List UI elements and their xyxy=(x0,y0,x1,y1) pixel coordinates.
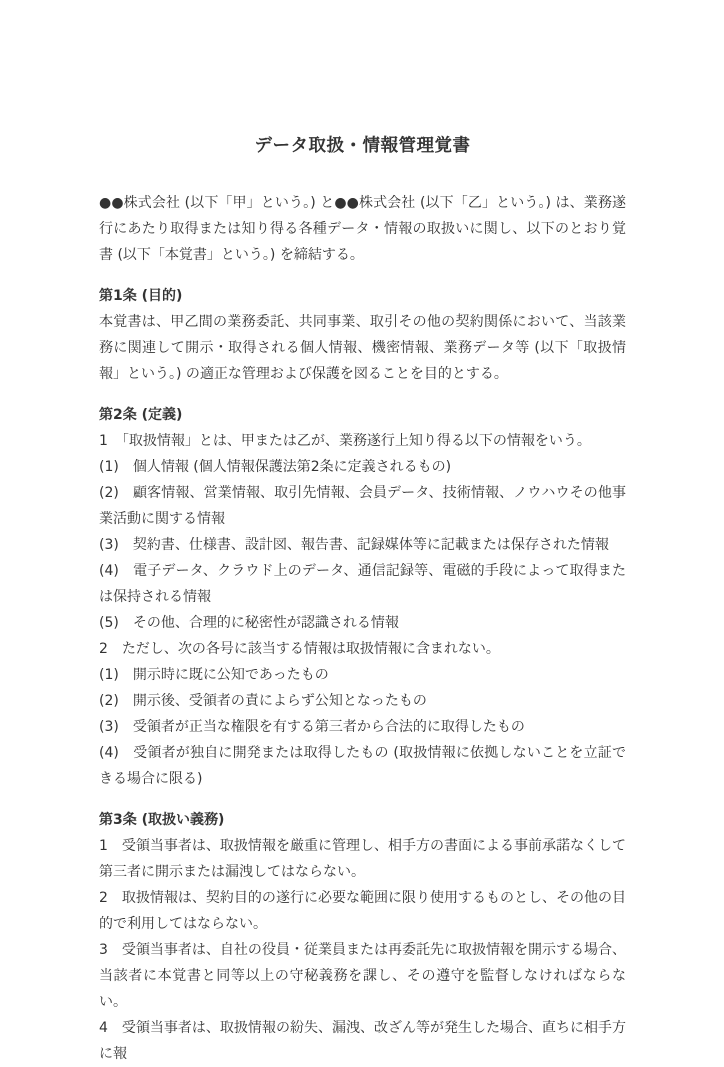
article-paragraph: (1) 開示時に既に公知であったもの xyxy=(99,667,329,683)
article-section-2 xyxy=(99,402,626,792)
article-paragraph: (5) その他、合理的に秘密性が認識される情報 xyxy=(99,615,399,631)
preamble-paragraph: ●●株式会社 (以下「甲」という。) と●●株式会社 (以下「乙」という。) は、業務遂行にあたり取得または知り得る各種データ・情報の取扱いに関し、以下のとおり覚書 (以下「本覚書」という。) を締結する。 xyxy=(99,195,626,263)
article-paragraph: (3) 契約書、仕様書、設計図、報告書、記録媒体等に記載または保存された情報 xyxy=(99,537,609,553)
article-section-3 xyxy=(99,807,626,1067)
article-paragraph: (2) 開示後、受領者の責によらず公知となったもの xyxy=(99,693,427,709)
article-heading: 第1条 (目的) xyxy=(99,288,183,304)
article-section-1 xyxy=(99,283,626,387)
article-paragraph: 本覚書は、甲乙間の業務委託、共同事業、取引その他の契約関係において、当該業務に関連して開示・取得される個人情報、機密情報、業務データ等 (以下「取扱情報」という。) の適正な管理および保護を図ることを目的とする。 xyxy=(99,314,626,382)
article-paragraph: 2 ただし、次の各号に該当する情報は取扱情報に含まれない。 xyxy=(99,641,500,657)
article-paragraph: 2 取扱情報は、契約目的の遂行に必要な範囲に限り使用するものとし、その他の目的で利用してはならない。 xyxy=(99,890,626,932)
sections-container xyxy=(99,283,626,1067)
article-paragraph: 3 受領当事者は、自社の役員・従業員または再委託先に取扱情報を開示する場合、当該者に本覚書と同等以上の守秘義務を課し、その遵守を監督しなければならない。 xyxy=(99,942,626,1010)
article-paragraph: 4 受領当事者は、取扱情報の紛失、漏洩、改ざん等が発生した場合、直ちに相手方に報 xyxy=(99,1020,626,1062)
article-paragraph: (4) 受領者が独自に開発または取得したもの (取扱情報に依拠しないことを立証できる場合に限る) xyxy=(99,745,626,787)
article-paragraph: 1 受領当事者は、取扱情報を厳重に管理し、相手方の書面による事前承諾なくして第三者に開示または漏洩してはならない。 xyxy=(99,838,626,880)
article-paragraph: (3) 受領者が正当な権限を有する第三者から合法的に取得したもの xyxy=(99,719,525,735)
article-heading: 第3条 (取扱い義務) xyxy=(99,812,225,828)
article-paragraph: (1) 個人情報 (個人情報保護法第2条に定義されるもの) xyxy=(99,459,452,475)
article-paragraph: 1 「取扱情報」とは、甲または乙が、業務遂行上知り得る以下の情報をいう。 xyxy=(99,433,591,449)
article-paragraph: (2) 顧客情報、営業情報、取引先情報、会員データ、技術情報、ノウハウその他事業活動に関する情報 xyxy=(99,485,626,527)
article-heading: 第2条 (定義) xyxy=(99,407,183,423)
article-paragraph: (4) 電子データ、クラウド上のデータ、通信記録等、電磁的手段によって取得または保持される情報 xyxy=(99,563,626,605)
document-title: データ取扱・情報管理覚書 xyxy=(254,136,471,156)
